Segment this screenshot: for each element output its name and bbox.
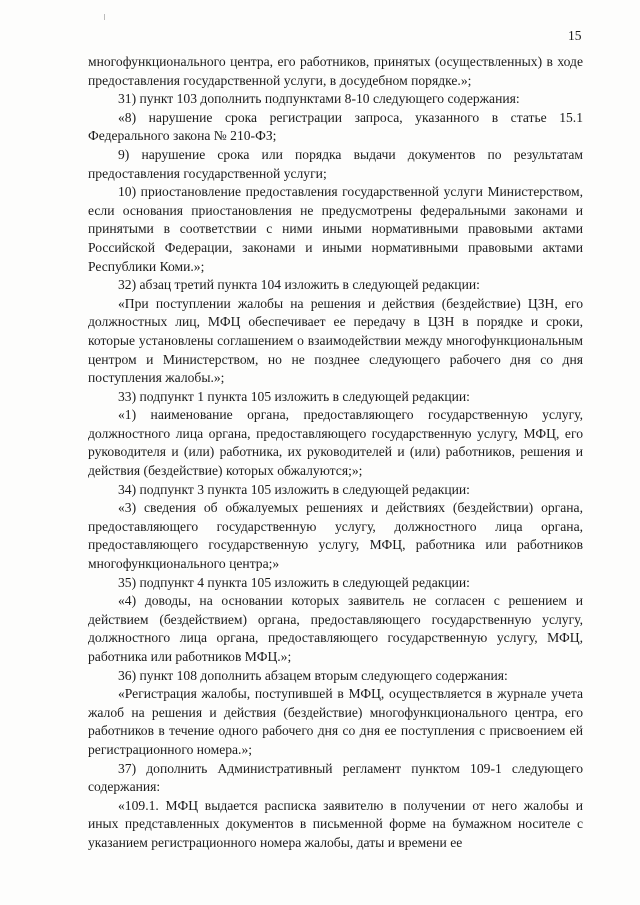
paragraph-p11: «3) сведения об обжалуемых решениях и действиях (бездействии) органа, предоставляющего государственную услугу, должностного лица органа, предоставляющего государственную услугу, МФЦ, работника или работников многофункционального центра;»	[88, 500, 583, 572]
paragraph-p8: 33) подпункт 1 пункта 105 изложить в следующей редакции:	[118, 388, 470, 404]
paragraph-p6: 32) абзац третий пункта 104 изложить в следующей редакции:	[118, 277, 480, 293]
paragraph-p4: 9) нарушение срока или порядка выдачи документов по результатам предоставления государственной услуги;	[88, 146, 583, 181]
page-number: 15	[568, 28, 582, 43]
paragraph-p5: 10) приостановление предоставления государственной услуги Министерством, если основания приостановления не предусмотрены федеральными законами и принятыми в соответствии с ними иными нормативными правовыми актами Российской Федерации, законами и иными нормативными правовыми актами Республики Коми.»;	[88, 184, 583, 274]
paragraph-p17: «109.1. МФЦ выдается расписка заявителю в получении от него жалобы и иных представленных документов в письменной форме на бумажном носителе с указанием регистрационного номера жалобы, даты и времени ее	[88, 797, 583, 850]
paragraph-p2: 31) пункт 103 дополнить подпунктами 8-10 следующего содержания:	[118, 91, 520, 107]
paragraph-p12: 35) подпункт 4 пункта 105 изложить в следующей редакции:	[118, 574, 470, 590]
paragraph-p16: 37) дополнить Административный регламент пунктом 109-1 следующего содержания:	[88, 760, 583, 795]
paragraph-p3: «8) нарушение срока регистрации запроса, указанного в статье 15.1 Федерального закона № 210-ФЗ;	[88, 109, 583, 144]
paragraph-p13: «4) доводы, на основании которых заявитель не согласен с решением и действием (бездействием) органа, предоставляющего государственную услугу, должностного лица органа, предоставляющего государственную услугу, МФЦ, работника или работников МФЦ.»;	[88, 593, 583, 664]
document-body	[88, 53, 583, 853]
paragraph-p7: «При поступлении жалобы на решения и действия (бездействие) ЦЗН, его должностных лиц, МФЦ обеспечивает ее передачу в ЦЗН в порядке и сроки, которые установлены соглашением о взаимодействии между многофункциональным центром и Министерством, но не позднее следующего рабочего дня со дня поступления жалобы.»;	[88, 295, 583, 386]
paragraph-p10: 34) подпункт 3 пункта 105 изложить в следующей редакции:	[118, 481, 470, 497]
scan-mark	[104, 14, 105, 20]
paragraph-p14: 36) пункт 108 дополнить абзацем вторым следующего содержания:	[118, 667, 508, 683]
paragraph-p9: «1) наименование органа, предоставляющего государственную услугу, должностного лица органа, предоставляющего государственную услугу, МФЦ, его руководителя и (или) работника, их руководителей и (или) работников, решения и действия (бездействие) которых обжалуются;»;	[88, 407, 583, 479]
paragraph-p1: многофункционального центра, его работников, принятых (осуществленных) в ходе предоставления государственной услуги, в досудебном порядке.»;	[88, 54, 583, 88]
paragraph-p15: «Регистрация жалобы, поступившей в МФЦ, осуществляется в журнале учета жалоб на решения и действия (бездействие) многофункционального центра, его работников в течение одного рабочего дня со дня ее поступления с присвоением ей регистрационного номера.»;	[88, 686, 583, 757]
